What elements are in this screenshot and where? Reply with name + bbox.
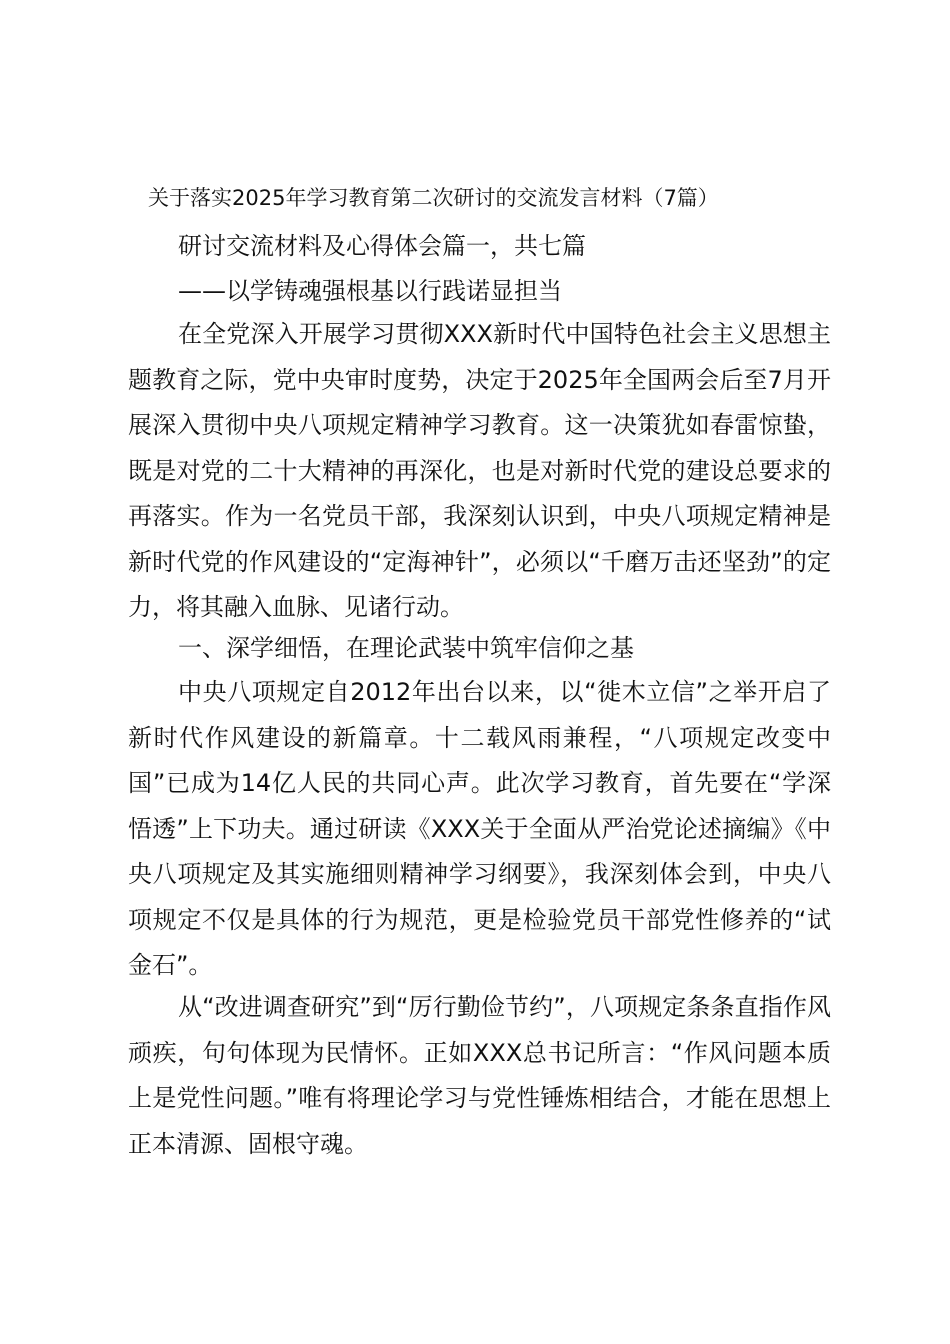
section-heading: 一、深学细悟，在理论武装中筑牢信仰之基	[178, 634, 634, 662]
body-paragraph-1: 中央八项规定自2012年出台以来，以“徙木立信”之举开启了新时代作风建设的新篇章。十二载风雨兼程，“八项规定改变中国”已成为14亿人民的共同心声。此次学习教育，首先要在“学深悟透”上下功夫。通过研读《XXX关于全面从严治党论述摘编》《中央八项规定及其实施细则精神学习纲要》，我深刻体会到，中央八项规定不仅是具体的行为规范，更是检验党员干部党性修养的“试金石”。	[128, 678, 831, 979]
intro-paragraph: 在全党深入开展学习贯彻XXX新时代中国特色社会主义思想主题教育之际，党中央审时度势，决定于2025年全国两会后至7月开展深入贯彻中央八项规定精神学习教育。这一决策犹如春雷惊蛰，既是对党的二十大精神的再深化，也是对新时代党的建设总要求的再落实。作为一名党员干部，我深刻认识到，中央八项规定精神是新时代党的作风建设的“定海神针”，必须以“千磨万击还坚劲”的定力，将其融入血脉、见诸行动。	[128, 320, 831, 621]
body-paragraph-2: 从“改进调查研究”到“厉行勤俭节约”，八项规定条条直指作风顽疾，句句体现为民情怀。正如XXX总书记所言：“作风问题本质上是党性问题。”唯有将理论学习与党性锤炼相结合，才能在思想上正本清源、固根守魂。	[128, 993, 831, 1158]
theme-line: ——以学铸魂强根基以行践诺显担当	[178, 277, 562, 305]
document-title: 关于落实2025年学习教育第二次研讨的交流发言材料（7篇）	[148, 186, 719, 210]
document-subtitle: 研讨交流材料及心得体会篇一，共七篇	[178, 232, 586, 260]
